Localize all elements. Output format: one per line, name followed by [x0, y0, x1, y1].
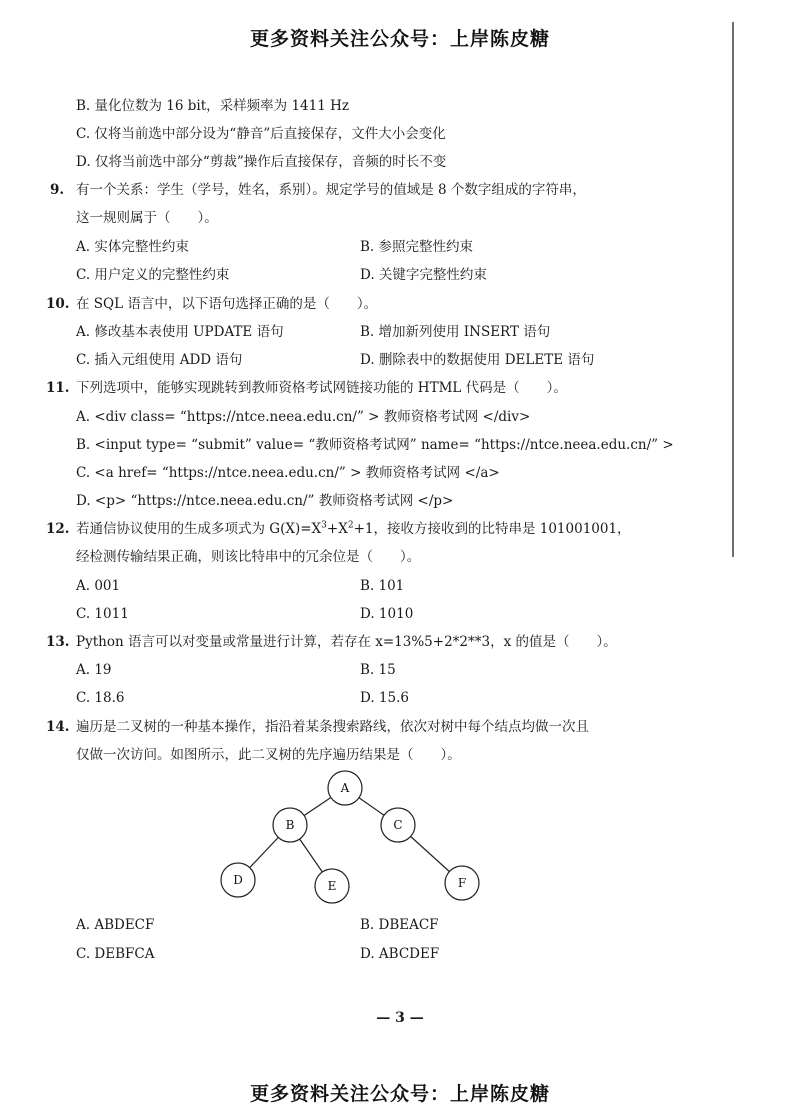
q13-text1: Python 语言可以对变量或常量进行计算，若存在 x=13%5+2*2**3，x 的值是（ ）。	[76, 634, 617, 650]
q10-text1: 在 SQL 语言中，以下语句选择正确的是（ ）。	[76, 296, 378, 312]
q10-option-c: C. 插入元组使用 ADD 语句	[76, 352, 243, 368]
q9-text1: 有一个关系：学生（学号，姓名，系别）。规定学号的值域是 8 个数字组成的字符串，	[76, 182, 586, 198]
binary-tree-diagram	[200, 770, 500, 910]
tree-label-c: C	[393, 818, 403, 832]
q12-option-d: D. 1010	[360, 606, 414, 622]
q13-number: 13.	[46, 634, 70, 650]
q8-option-c: C. 仅将当前选中部分设为“静音”后直接保存，文件大小会变化	[76, 126, 446, 142]
q13-option-d: D. 15.6	[360, 690, 409, 706]
q13-stem-line1	[46, 632, 617, 652]
tree-label-f: F	[457, 876, 467, 890]
q14-option-a: A. ABDECF	[76, 917, 155, 933]
q12-text1-post: +1，接收方接收到的比特串是 101001001，	[353, 521, 631, 537]
q10-option-a: A. 修改基本表使用 UPDATE 语句	[76, 324, 284, 340]
q12-option-b: B. 101	[360, 578, 405, 594]
q11-number: 11.	[46, 380, 70, 396]
q8-option-b: B. 量化位数为 16 bit，采样频率为 1411 Hz	[76, 98, 349, 114]
q10-option-d: D. 删除表中的数据使用 DELETE 语句	[360, 352, 595, 368]
q9-option-a: A. 实体完整性约束	[76, 239, 189, 255]
q10-number: 10.	[46, 296, 70, 312]
q13-option-b: B. 15	[360, 662, 396, 678]
q12-option-c: C. 1011	[76, 606, 129, 622]
q13-option-a: A. 19	[76, 662, 112, 678]
tree-label-d: D	[233, 873, 243, 887]
header-banner: 更多资料关注公众号：上岸陈皮糖	[249, 28, 550, 50]
q9-stem-line1	[50, 180, 586, 200]
q10-option-b: B. 增加新列使用 INSERT 语句	[360, 324, 551, 340]
q14-option-d: D. ABCDEF	[360, 946, 440, 962]
q12-stem-line1	[46, 519, 631, 539]
q13-option-c: C. 18.6	[76, 690, 125, 706]
q11-option-d: D. <p> “https://ntce.neea.edu.cn/” 教师资格考试网 </p>	[76, 493, 454, 509]
q12-option-a: A. 001	[76, 578, 121, 594]
q10-stem-line1	[46, 294, 377, 314]
q11-option-a: A. <div class= “https://ntce.neea.edu.cn/” > 教师资格考试网 </div>	[76, 409, 531, 425]
tree-label-e: E	[327, 879, 337, 893]
q12-text1-pre: 若通信协议使用的生成多项式为 G(X)=X	[76, 521, 322, 537]
binding-rule	[732, 22, 734, 557]
q12-stem-line2: 经检测传输结果正确，则该比特串中的冗余位是（ ）。	[76, 549, 421, 565]
q14-number: 14.	[46, 719, 70, 735]
q9-option-d: D. 关键字完整性约束	[360, 267, 487, 283]
footer-banner: 更多资料关注公众号：上岸陈皮糖	[249, 1083, 550, 1105]
q11-option-c: C. <a href= “https://ntce.neea.edu.cn/” > 教师资格考试网 </a>	[76, 465, 500, 481]
q14-option-c: C. DEBFCA	[76, 946, 155, 962]
q11-stem-line1	[46, 378, 567, 398]
tree-label-b: B	[285, 818, 295, 832]
q12-number: 12.	[46, 521, 70, 537]
q14-stem-line1	[46, 717, 589, 737]
page-number: — 3 —	[376, 1010, 424, 1026]
tree-label-a: A	[340, 781, 350, 795]
q11-option-b: B. <input type= “submit” value= “教师资格考试网” name= “https://ntce.neea.edu.cn/” >	[76, 437, 674, 453]
q9-option-c: C. 用户定义的完整性约束	[76, 267, 230, 283]
q9-option-b: B. 参照完整性约束	[360, 239, 474, 255]
q14-text1: 遍历是二叉树的一种基本操作，指沿着某条搜索路线，依次对树中每个结点均做一次且	[76, 719, 589, 735]
q8-option-d: D. 仅将当前选中部分“剪裁”操作后直接保存，音频的时长不变	[76, 154, 447, 170]
q12-exponent-2: 2	[347, 520, 354, 531]
q12-text1-mid: +X	[326, 521, 348, 537]
q14-option-b: B. DBEACF	[360, 917, 439, 933]
q9-stem-line2: 这一规则属于（ ）。	[76, 210, 218, 226]
q14-stem-line2: 仅做一次访问。如图所示，此二叉树的先序遍历结果是（ ）。	[76, 747, 461, 763]
q11-text1: 下列选项中，能够实现跳转到教师资格考试网链接功能的 HTML 代码是（ ）。	[76, 380, 567, 396]
q9-number: 9.	[50, 182, 65, 198]
q12-exponent-3: 3	[321, 520, 327, 531]
